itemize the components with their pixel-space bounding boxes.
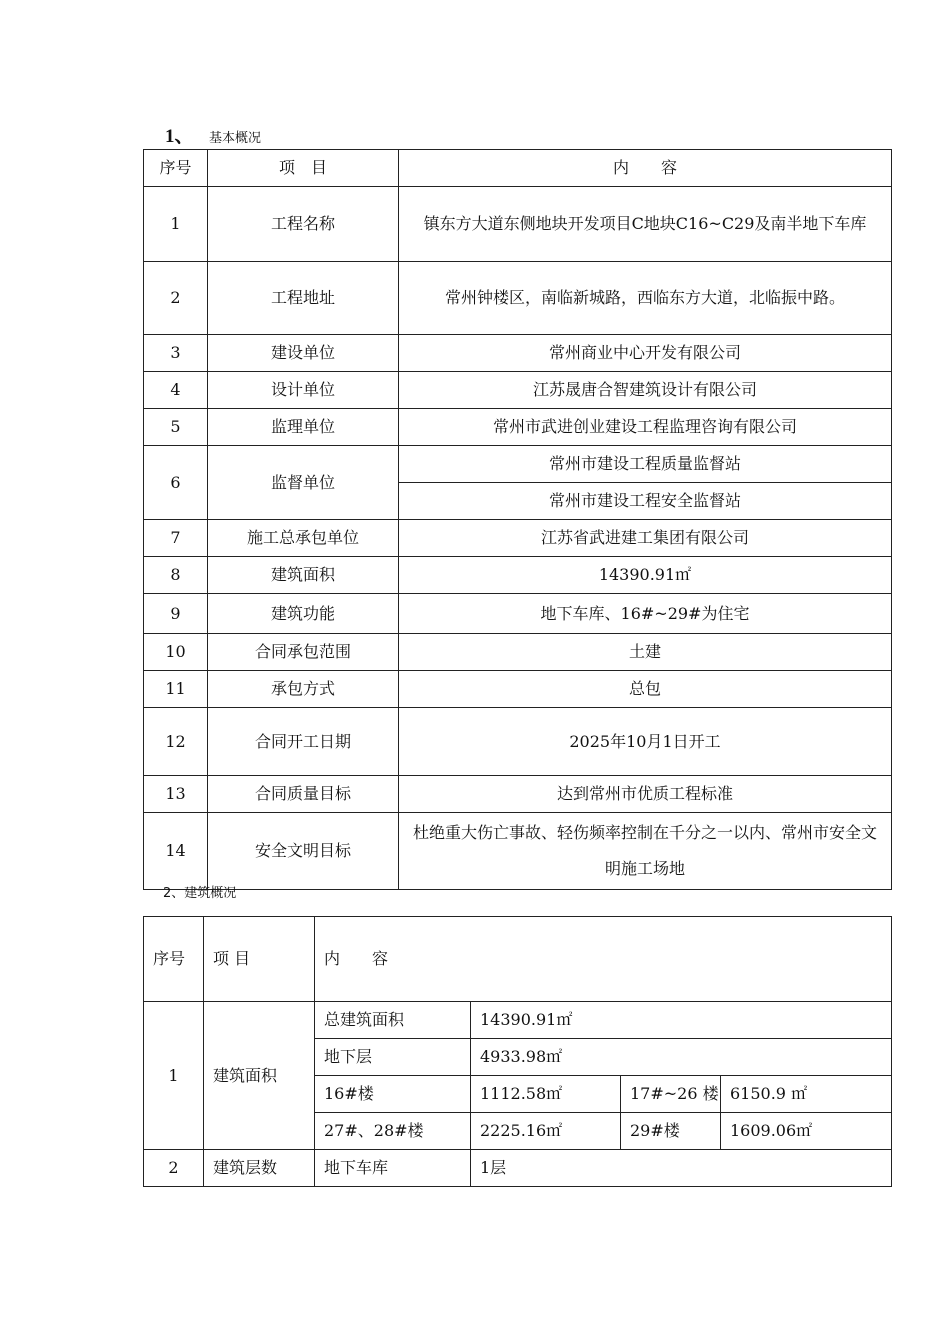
table-row: [144, 520, 892, 557]
header-content: 内 容: [315, 917, 892, 1002]
row-content: 地下车库、16#~29#为住宅: [399, 594, 892, 634]
table-row: [144, 262, 892, 335]
building-29-label: 29#楼: [621, 1113, 721, 1150]
section1-heading: [165, 126, 261, 148]
header-item: 项 目: [204, 917, 315, 1002]
row-content: 达到常州市优质工程标准: [399, 776, 892, 813]
table-row: [144, 1150, 892, 1187]
row-item: 建筑功能: [208, 594, 399, 634]
table-header-row: [144, 150, 892, 187]
table-header-row: [144, 917, 892, 1002]
table-row: [144, 372, 892, 409]
table-row: [144, 813, 892, 890]
basic-overview-table: [143, 149, 892, 890]
row-item: 合同质量目标: [208, 776, 399, 813]
building-overview-table: [143, 916, 892, 1187]
row-no: 12: [144, 708, 208, 776]
row-content: 常州商业中心开发有限公司: [399, 335, 892, 372]
building-16-value: 1112.58㎡: [471, 1076, 621, 1113]
row-content: 镇东方大道东侧地块开发项目C地块C16~C29及南半地下车库: [399, 187, 892, 262]
row-no: 2: [144, 262, 208, 335]
row-item: 安全文明目标: [208, 813, 399, 890]
row-content: 常州市武进创业建设工程监理咨询有限公司: [399, 409, 892, 446]
row-content: 总包: [399, 671, 892, 708]
row-content: 2025年10月1日开工: [399, 708, 892, 776]
row-no: 3: [144, 335, 208, 372]
basement-area-label: 地下层: [315, 1039, 471, 1076]
building-27-28-value: 2225.16㎡: [471, 1113, 621, 1150]
row-no: 7: [144, 520, 208, 557]
table-row: [144, 671, 892, 708]
basement-area-value: 4933.98㎡: [471, 1039, 892, 1076]
row-item: 设计单位: [208, 372, 399, 409]
row-content-quality-supervision: 常州市建设工程质量监督站: [399, 446, 892, 483]
row-item: 监理单位: [208, 409, 399, 446]
row-item: 合同承包范围: [208, 634, 399, 671]
row-no: 9: [144, 594, 208, 634]
row-no: 10: [144, 634, 208, 671]
table-row: [144, 409, 892, 446]
row-no: 8: [144, 557, 208, 594]
row-no: 6: [144, 446, 208, 520]
row-item: 工程名称: [208, 187, 399, 262]
row-item: 监督单位: [208, 446, 399, 520]
section1-title: 基本概况: [209, 131, 262, 146]
row-item: 合同开工日期: [208, 708, 399, 776]
row-no: 5: [144, 409, 208, 446]
table-row: [144, 187, 892, 262]
row-no: 1: [144, 187, 208, 262]
header-content: 内 容: [399, 150, 892, 187]
row-no: 4: [144, 372, 208, 409]
row-item: 施工总承包单位: [208, 520, 399, 557]
table-row: [144, 708, 892, 776]
row-content-safety-supervision: 常州市建设工程安全监督站: [399, 483, 892, 520]
row-item: 承包方式: [208, 671, 399, 708]
row-content: 江苏省武进建工集团有限公司: [399, 520, 892, 557]
row-item: 工程地址: [208, 262, 399, 335]
row-item: 建筑面积: [204, 1002, 315, 1150]
row-no: 13: [144, 776, 208, 813]
floors-value: 1层: [471, 1150, 892, 1187]
building-17-26-value: 6150.9 ㎡: [721, 1076, 892, 1113]
row-no: 11: [144, 671, 208, 708]
section1-number: 1、: [165, 126, 194, 147]
building-16-label: 16#楼: [315, 1076, 471, 1113]
row-item: 建筑面积: [208, 557, 399, 594]
total-area-label: 总建筑面积: [315, 1002, 471, 1039]
row-content: 杜绝重大伤亡事故、轻伤频率控制在千分之一以内、常州市安全文明施工场地: [399, 813, 892, 890]
table-row: [144, 1002, 892, 1039]
row-no: 2: [144, 1150, 204, 1187]
table-row: [144, 335, 892, 372]
header-no: 序号: [144, 150, 208, 187]
row-content: 江苏晟唐合智建筑设计有限公司: [399, 372, 892, 409]
header-no: 序号: [144, 917, 204, 1002]
row-item: 建设单位: [208, 335, 399, 372]
table-row: [144, 446, 892, 483]
row-item: 建筑层数: [204, 1150, 315, 1187]
building-29-value: 1609.06㎡: [721, 1113, 892, 1150]
row-content: 14390.91㎡: [399, 557, 892, 594]
section2-heading: 2、建筑概况: [163, 886, 237, 901]
table-row: [144, 557, 892, 594]
row-no: 14: [144, 813, 208, 890]
floors-label: 地下车库: [315, 1150, 471, 1187]
building-17-26-label: 17#~26 楼: [621, 1076, 721, 1113]
table-row: [144, 594, 892, 634]
building-27-28-label: 27#、28#楼: [315, 1113, 471, 1150]
row-content: 土建: [399, 634, 892, 671]
header-item: 项 目: [208, 150, 399, 187]
table-row: [144, 776, 892, 813]
row-content: 常州钟楼区，南临新城路，西临东方大道，北临振中路。: [399, 262, 892, 335]
total-area-value: 14390.91㎡: [471, 1002, 892, 1039]
row-no: 1: [144, 1002, 204, 1150]
table-row: [144, 634, 892, 671]
